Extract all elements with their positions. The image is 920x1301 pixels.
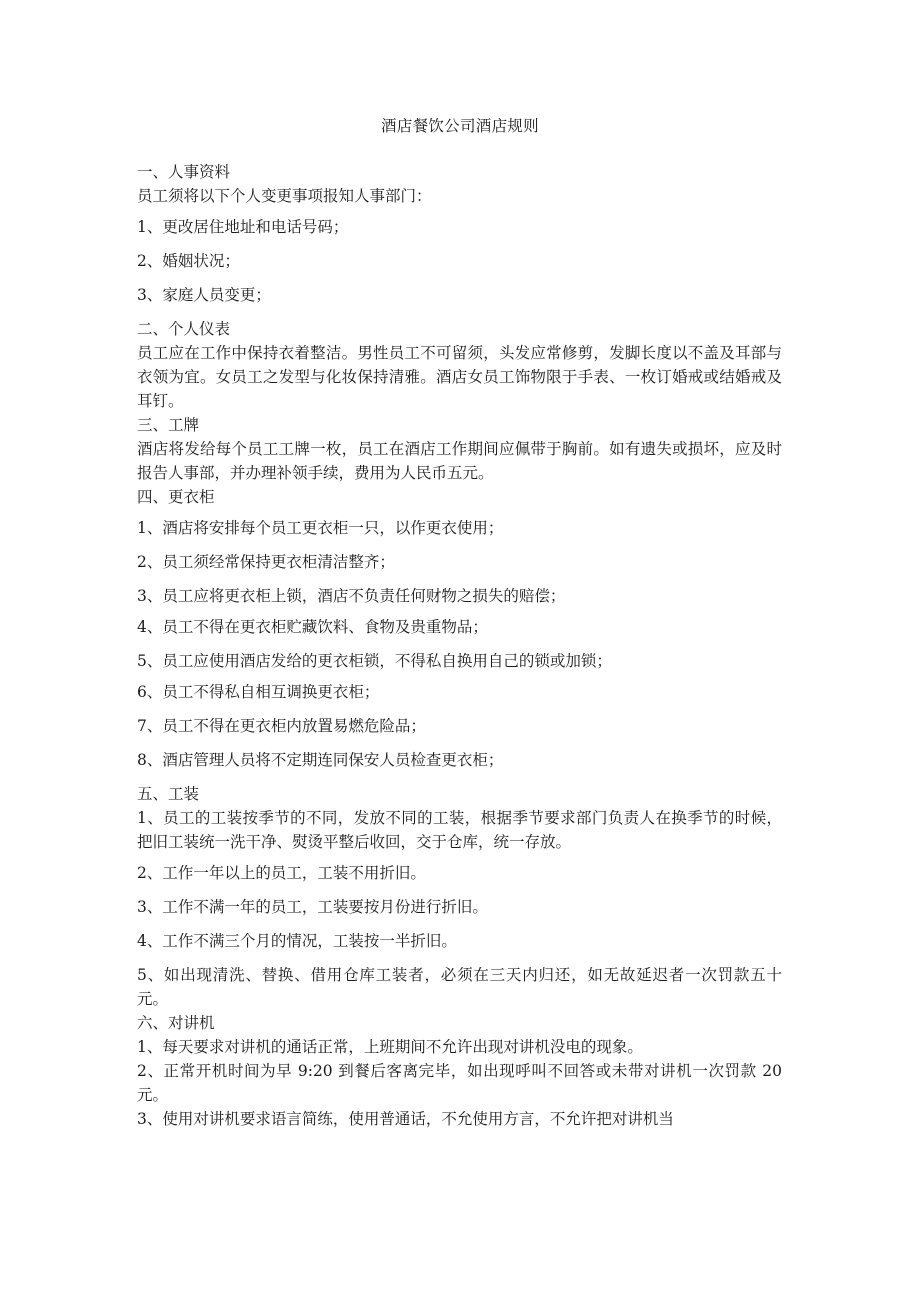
paragraph: 员工须将以下个人变更事项报知人事部门： — [137, 187, 432, 205]
list-item: 4、员工不得在更衣柜贮藏饮料、食物及贵重物品； — [137, 618, 488, 636]
list-item: 3、使用对讲机要求语言简练，使用普通话，不允使用方言，不允许把对讲机当 — [137, 1110, 674, 1128]
list-item: 3、工作不满一年的员工，工装要按月份进行折旧。 — [137, 898, 488, 916]
list-item: 1、酒店将安排每个员工更衣柜一只，以作更衣使用； — [137, 519, 504, 537]
document-body — [137, 160, 782, 1131]
document-title: 酒店餐饮公司酒店规则 — [380, 117, 539, 135]
list-item: 4、工作不满三个月的情况，工装按一半折旧。 — [137, 932, 457, 950]
list-item: 5、员工应使用酒店发给的更衣柜锁，不得私自换用自己的锁或加锁； — [137, 652, 612, 670]
list-item: 1、员工的工装按季节的不同，发放不同的工装，根据季节要求部门负责人在换季节的时候，把旧工装统一洗干净、熨烫平整后收回，交于仓库，统一存放。 — [137, 809, 782, 851]
list-item: 3、员工应将更衣柜上锁，酒店不负责任何财物之损失的赔偿； — [137, 587, 566, 605]
list-item: 1、更改居住地址和电话号码； — [137, 218, 349, 236]
paragraph: 员工应在工作中保持衣着整洁。男性员工不可留须，头发应常修剪，发脚长度以不盖及耳部与衣领为宜。女员工之发型与化妆保持清雅。酒店女员工饰物限于手表、一枚订婚戒或结婚戒及耳钉。 — [137, 344, 782, 410]
list-item: 5、如出现清洗、替换、借用仓库工装者，必须在三天内归还，如无故延迟者一次罚款五十元。 — [137, 966, 782, 1008]
list-item: 8、酒店管理人员将不定期连同保安人员检查更衣柜； — [137, 751, 504, 769]
section-heading: 四、更衣柜 — [137, 488, 215, 506]
section-heading: 二、个人仪表 — [137, 320, 231, 338]
list-item: 2、工作一年以上的员工，工装不用折旧。 — [137, 864, 426, 882]
list-item: 2、正常开机时间为早 9:20 到餐后客离完毕，如出现呼叫不回答或未带对讲机一次罚款 20 元。 — [137, 1062, 782, 1104]
list-item: 7、员工不得在更衣柜内放置易燃危险品； — [137, 717, 426, 735]
list-item: 2、员工须经常保持更衣柜清洁整齐； — [137, 553, 395, 571]
list-item: 1、每天要求对讲机的通话正常，上班期间不允许出现对讲机没电的现象。 — [137, 1038, 643, 1056]
section-heading: 一、人事资料 — [137, 163, 231, 181]
list-item: 6、员工不得私自相互调换更衣柜； — [137, 683, 380, 701]
section-heading: 五、工装 — [137, 785, 200, 803]
list-item: 3、家庭人员变更； — [137, 286, 271, 304]
paragraph: 酒店将发给每个员工工牌一枚，员工在酒店工作期间应佩带于胸前。如有遗失或损坏，应及时报告人事部，并办理补领手续，费用为人民币五元。 — [137, 440, 782, 482]
section-heading: 三、工牌 — [137, 416, 200, 434]
list-item: 2、婚姻状况； — [137, 252, 240, 270]
section-heading: 六、对讲机 — [137, 1014, 215, 1032]
